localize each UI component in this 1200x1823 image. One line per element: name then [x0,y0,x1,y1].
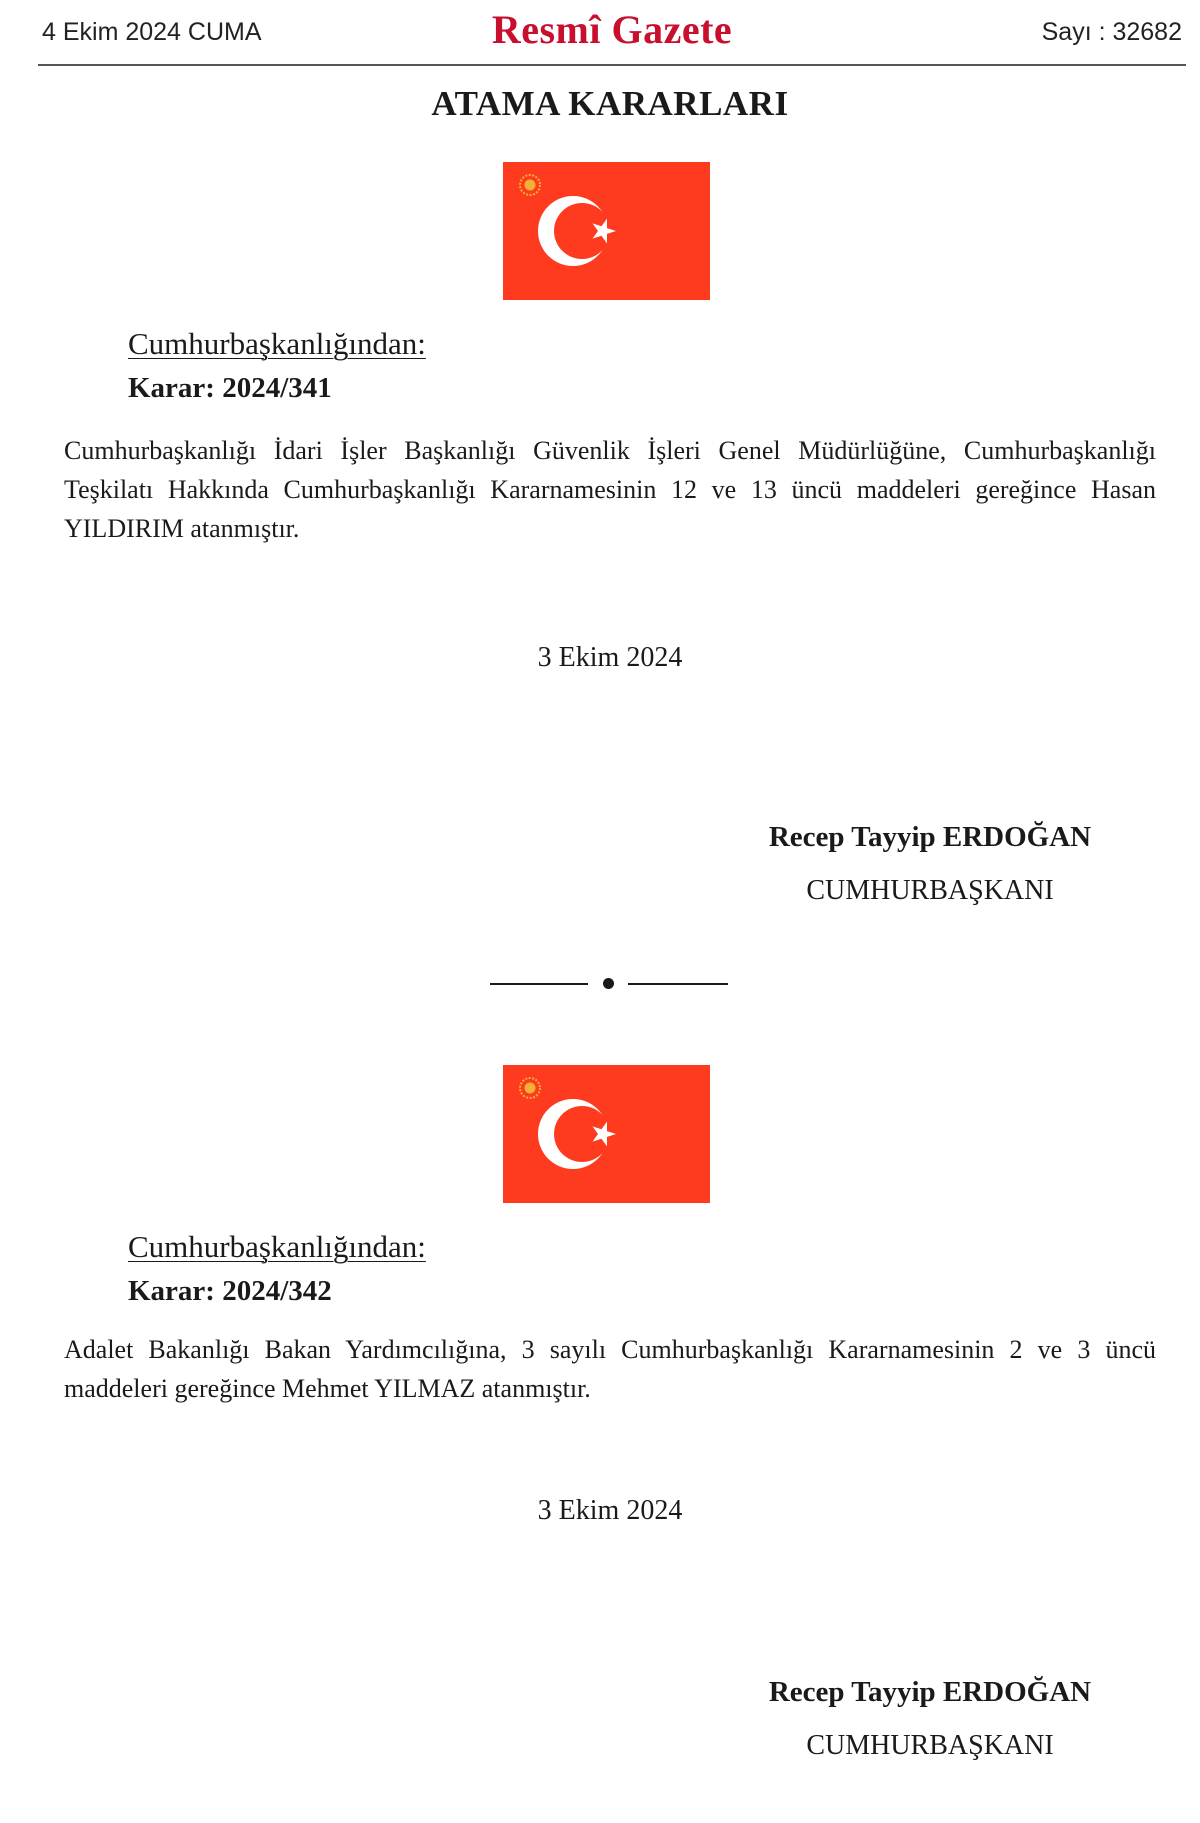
decision-body: Adalet Bakanlığı Bakan Yardımcılığına, 3 sayılı Cumhurbaşkanlığı Kararnamesinin 2 ve 3 üncü maddeleri gereğince Mehmet YILMAZ atanmıştır. [64,1335,1156,1403]
issue-number: Sayı : 32682 [1041,18,1182,46]
separator-line [490,983,588,985]
decision-number: Karar: 2024/342 [128,1275,332,1307]
gazette-header [38,0,1186,66]
signer-name: Recep Tayyip ERDOĞAN [768,821,1092,853]
issuer-heading: Cumhurbaşkanlığından: [128,1229,426,1264]
signature-block [700,820,1160,908]
presidential-flag-icon [503,162,710,300]
decision-date: 3 Ekim 2024 [537,1495,683,1526]
section-title: ATAMA KARARLARI [431,84,789,123]
presidential-flag-icon [503,1065,710,1203]
signer-title: CUMHURBAŞKANI [806,1730,1054,1761]
decision-date: 3 Ekim 2024 [537,642,683,673]
signer-name: Recep Tayyip ERDOĞAN [768,1676,1092,1708]
decision-number: Karar: 2024/341 [128,372,332,404]
separator-dot [603,978,614,989]
decision-body: Cumhurbaşkanlığı İdari İşler Başkanlığı Güvenlik İşleri Genel Müdürlüğüne, Cumhurbaşkanlığı Teşkilatı Hakkında Cumhurbaşkanlığı Kararnamesinin 12 ve 13 üncü maddeleri gereğince Hasan YILDIRIM atanmıştır. [64,436,1156,543]
signature-block [700,1675,1160,1763]
gazette-title: Resmî Gazete [491,7,733,52]
issue-date: 4 Ekim 2024 CUMA [42,18,262,46]
signer-title: CUMHURBAŞKANI [806,875,1054,906]
issuer-heading: Cumhurbaşkanlığından: [128,326,426,361]
separator-line [628,983,728,985]
section-separator [490,972,730,992]
